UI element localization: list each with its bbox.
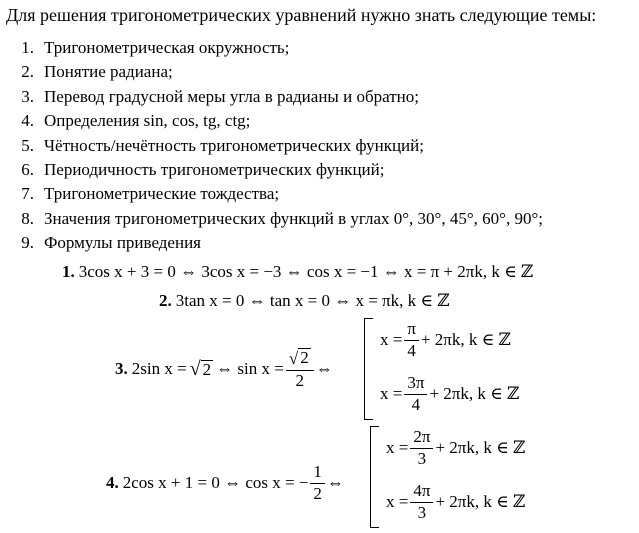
list-text: Определения sin, cos, tg, ctg; (44, 111, 251, 131)
list-number: 5. (21, 135, 34, 155)
case-rhs: + 2πk, k ∈ ℤ (435, 438, 526, 458)
list-number: 4. (21, 111, 34, 131)
topics-list (8, 38, 543, 258)
solution-system-3 (364, 318, 564, 420)
radicand: 2 (300, 348, 309, 367)
fraction-denominator: 4 (407, 340, 416, 360)
equation-middle: ⇔ sin x = (216, 359, 284, 379)
equation-label: 4. (106, 473, 119, 493)
case-lhs: x = (386, 492, 409, 512)
equation-1 (62, 262, 533, 282)
list-text: Значения тригонометрических функций в углах 0°, 30°, 45°, 60°, 90°; (44, 208, 543, 228)
fraction-denominator: 4 (411, 394, 421, 414)
list-text: Тригонометрические тождества; (44, 184, 280, 204)
left-bracket (370, 426, 379, 528)
list-text: Формулы приведения (44, 233, 201, 253)
list-text: Чётность/нечётность тригонометрических функций; (44, 135, 424, 155)
list-item (8, 136, 543, 160)
equation-label: 2. (159, 291, 172, 310)
fraction-numerator: √ 2 (286, 348, 314, 371)
equation-4 (106, 463, 344, 503)
list-number: 6. (21, 159, 34, 179)
sqrt-expression (190, 359, 213, 379)
equation-label: 1. (62, 262, 75, 281)
fraction-denominator: 3 (417, 448, 427, 468)
equation-lhs: 2sin x = (131, 359, 187, 379)
case-lhs: x = (380, 384, 403, 404)
intro-heading: Для решения тригонометрических уравнений нужно знать следующие темы: (6, 5, 597, 25)
list-item (8, 209, 543, 233)
equation-2 (159, 291, 450, 311)
case-lhs: x = (386, 438, 409, 458)
list-text: Периодичность тригонометрических функций; (44, 159, 385, 179)
list-number: 3. (21, 86, 34, 106)
fraction-numerator: 1 (310, 463, 325, 484)
fraction-numerator: π (404, 320, 419, 341)
list-number: 2. (21, 62, 34, 82)
solution-case-2 (380, 374, 519, 414)
list-item (8, 62, 543, 86)
fraction-numerator: 4π (410, 482, 433, 503)
list-item (8, 160, 543, 184)
fraction (410, 428, 433, 468)
equation-3 (115, 348, 333, 390)
list-number: 1. (21, 38, 34, 57)
solution-system-4 (370, 426, 570, 528)
solution-case-1 (380, 320, 511, 360)
fraction-denominator: 2 (295, 370, 305, 390)
equation-label: 3. (115, 359, 128, 379)
left-bracket (364, 318, 373, 420)
fraction (310, 463, 325, 503)
fraction-numerator: 3π (404, 374, 427, 395)
fraction (410, 482, 433, 522)
fraction (404, 320, 419, 360)
case-lhs: x = (380, 330, 403, 350)
list-text: Перевод градусной меры угла в радианы и обратно; (44, 86, 419, 106)
case-rhs: + 2πk, k ∈ ℤ (420, 330, 511, 350)
fraction (286, 348, 314, 390)
fraction (404, 374, 427, 414)
list-text: Тригонометрическая окружность; (44, 38, 290, 57)
list-number: 9. (21, 233, 34, 253)
equation-lhs: 2cos x + 1 = 0 ⇔ cos x = − (122, 473, 309, 493)
fraction-denominator: 2 (313, 483, 322, 503)
equation-text: 3cos x + 3 = 0 ⇔ 3cos x = −3 ⇔ cos x = −1 ⇔ x = π + 2πk, k ∈ ℤ (78, 262, 534, 281)
case-rhs: + 2πk, k ∈ ℤ (429, 384, 520, 404)
equivalence-arrow: ⇔ (315, 359, 333, 379)
list-item (8, 233, 543, 257)
solution-case-1 (386, 428, 525, 468)
fraction-numerator: 2π (410, 428, 433, 449)
list-item (8, 111, 543, 135)
equation-text: 3tan x = 0 ⇔ tan x = 0 ⇔ x = πk, k ∈ ℤ (175, 291, 450, 310)
list-number: 8. (21, 208, 34, 228)
radical-sign: √ (189, 358, 201, 381)
equivalence-arrow: ⇔ (326, 473, 344, 493)
list-number: 7. (21, 184, 34, 204)
fraction-denominator: 3 (417, 502, 427, 522)
list-item (8, 87, 543, 111)
solution-case-2 (386, 482, 525, 522)
radicand: 2 (202, 360, 212, 380)
list-item (8, 38, 543, 62)
case-rhs: + 2πk, k ∈ ℤ (435, 492, 526, 512)
list-item (8, 184, 543, 208)
list-text: Понятие радиана; (44, 62, 173, 82)
